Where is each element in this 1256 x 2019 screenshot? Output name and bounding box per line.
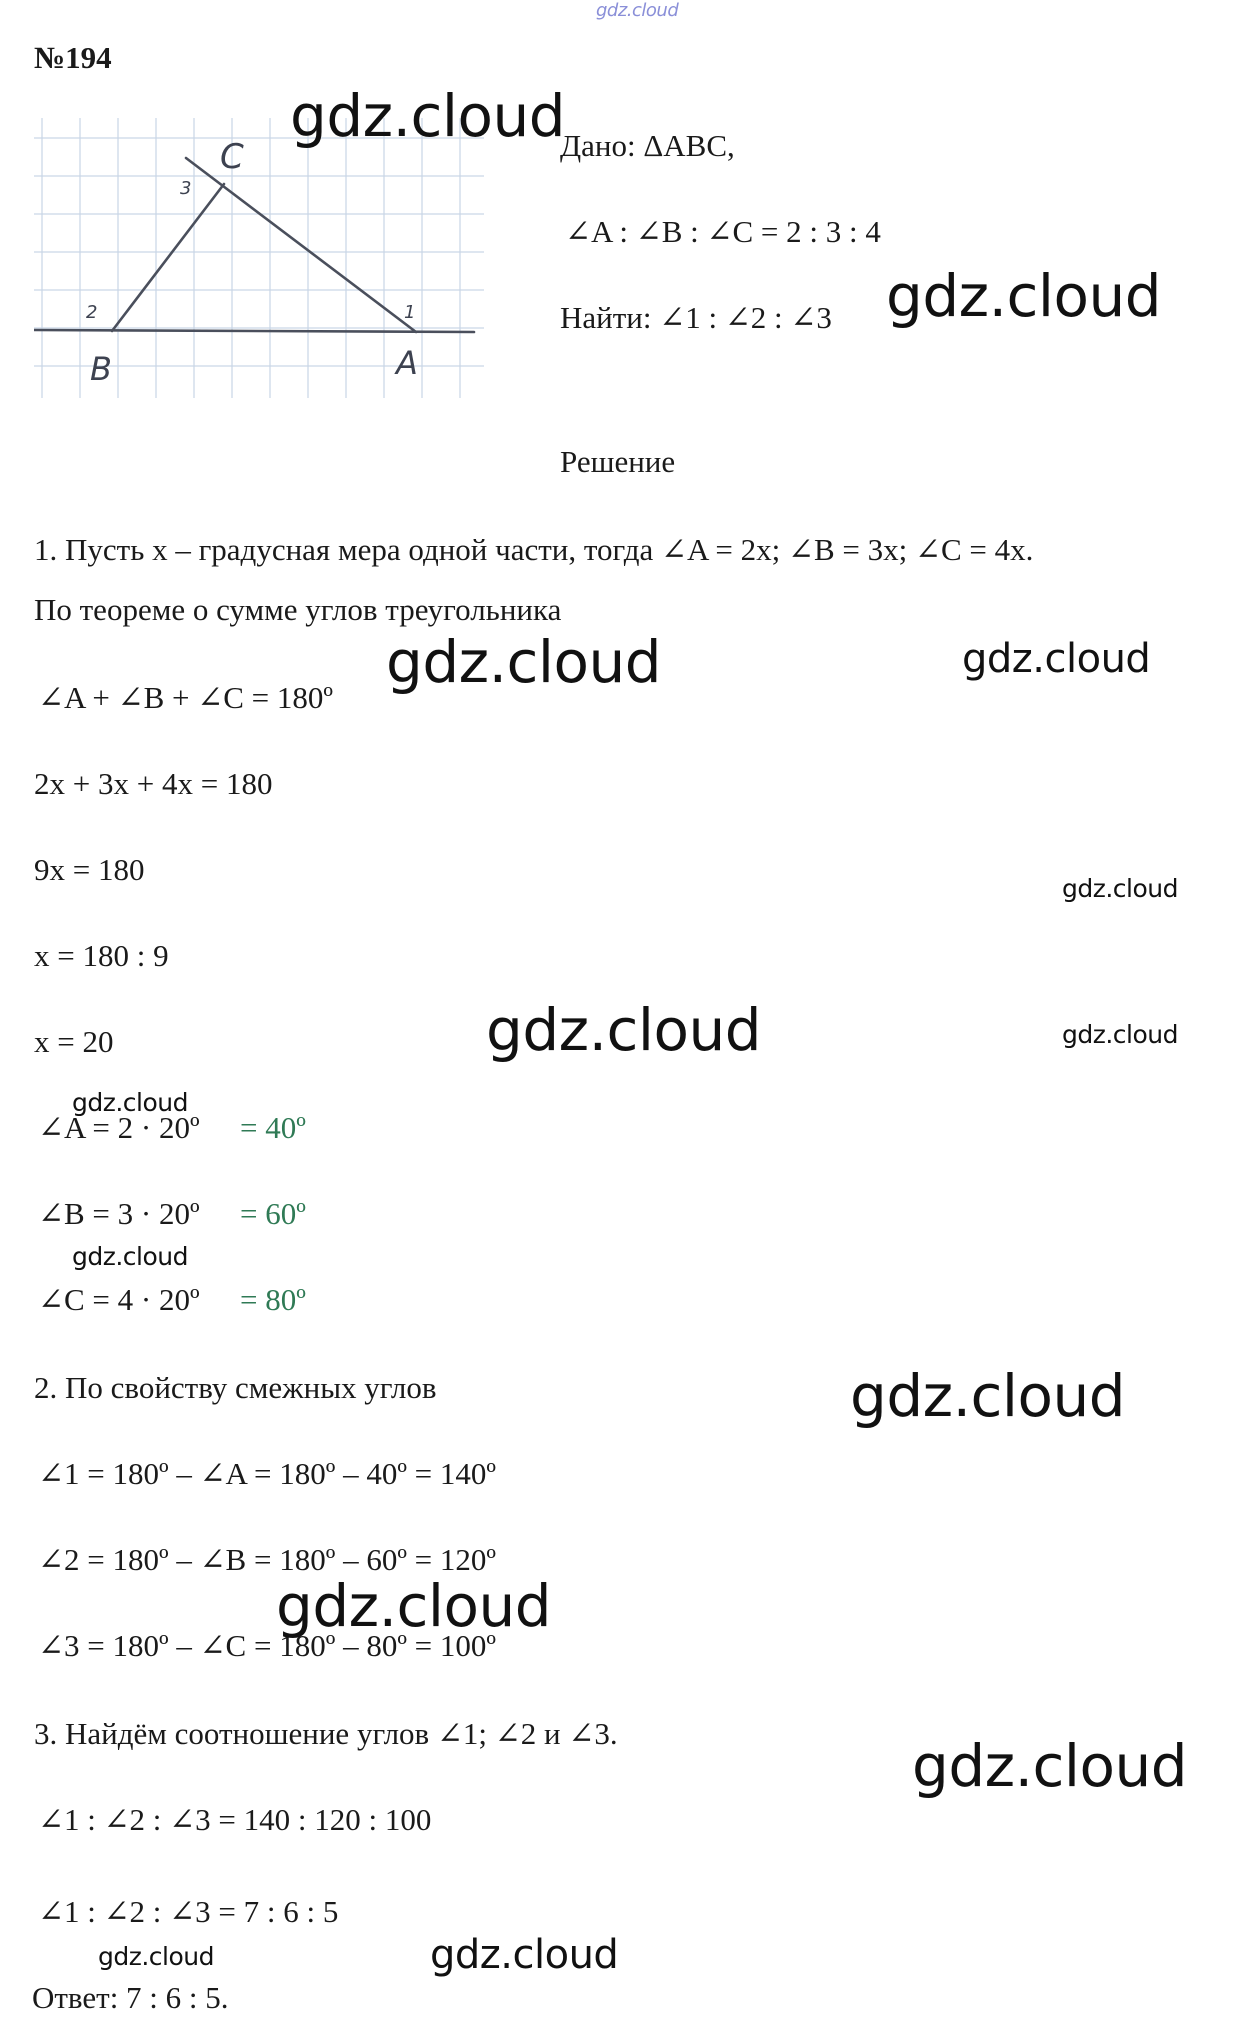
watermark: gdz.cloud: [276, 1572, 552, 1640]
label-c: C: [220, 137, 244, 177]
angle-c-result: = 80º: [240, 1282, 306, 1317]
label-2: 2: [86, 302, 98, 323]
equation-2: 2x + 3x + 4x = 180: [34, 766, 273, 801]
label-b: B: [90, 350, 112, 388]
ratio-2: ∠1 : ∠2 : ∠3 = 7 : 6 : 5: [38, 1894, 339, 1929]
step-3-line: 3. Найдём соотношение углов ∠1; ∠2 и ∠3.: [34, 1716, 618, 1751]
watermark-top: gdz.cloud: [596, 0, 679, 21]
angle-c-calc: ∠C = 4 · 20º: [38, 1282, 200, 1317]
label-1: 1: [404, 302, 416, 323]
triangle-figure: [34, 118, 484, 398]
equation-4: x = 180 : 9: [34, 938, 169, 973]
watermark: gdz.cloud: [1062, 1020, 1179, 1049]
angle-b-calc: ∠B = 3 · 20º: [38, 1196, 200, 1231]
watermark: gdz.cloud: [430, 1932, 619, 1978]
equation-5: x = 20: [34, 1024, 114, 1059]
step-2-line: 2. По свойству смежных углов: [34, 1370, 437, 1405]
answer: Ответ: 7 : 6 : 5.: [32, 1980, 229, 2015]
watermark: gdz.cloud: [962, 636, 1151, 682]
step-1-theorem: По теореме о сумме углов треугольника: [34, 592, 562, 627]
angle-1-calc: ∠1 = 180º – ∠A = 180º – 40º = 140º: [38, 1456, 497, 1491]
angle-3-calc: ∠3 = 180º – ∠C = 180º – 80º = 100º: [38, 1628, 497, 1663]
watermark: gdz.cloud: [850, 1362, 1126, 1430]
problem-number: №194: [34, 40, 112, 75]
watermark: gdz.cloud: [72, 1242, 189, 1271]
angle-b-result: = 60º: [240, 1196, 306, 1231]
find-line: Найти: ∠1 : ∠2 : ∠3: [560, 300, 832, 335]
equation-3: 9x = 180: [34, 852, 145, 887]
label-a: A: [396, 344, 418, 382]
given-line-2: ∠A : ∠B : ∠C = 2 : 3 : 4: [565, 214, 881, 249]
watermark: gdz.cloud: [486, 996, 762, 1064]
given-line-1: Дано: ΔABC,: [560, 128, 735, 163]
angle-a-calc: ∠A = 2 · 20º: [38, 1110, 200, 1145]
label-3: 3: [180, 178, 192, 199]
angle-a-result: = 40º: [240, 1110, 306, 1145]
watermark: gdz.cloud: [1062, 874, 1179, 903]
watermark: gdz.cloud: [72, 1088, 189, 1117]
equation-sum: ∠A + ∠B + ∠C = 180º: [38, 680, 334, 715]
step-1-line: 1. Пусть x – градусная мера одной части, тогда ∠A = 2x; ∠B = 3x; ∠C = 4x.: [34, 532, 1034, 567]
solution-title: Решение: [560, 444, 676, 479]
watermark: gdz.cloud: [886, 262, 1162, 330]
watermark: gdz.cloud: [386, 628, 662, 696]
watermark: gdz.cloud: [912, 1732, 1188, 1800]
watermark: gdz.cloud: [290, 82, 566, 150]
watermark: gdz.cloud: [98, 1942, 215, 1971]
ratio-1: ∠1 : ∠2 : ∠3 = 140 : 120 : 100: [38, 1802, 432, 1837]
angle-2-calc: ∠2 = 180º – ∠B = 180º – 60º = 120º: [38, 1542, 497, 1577]
